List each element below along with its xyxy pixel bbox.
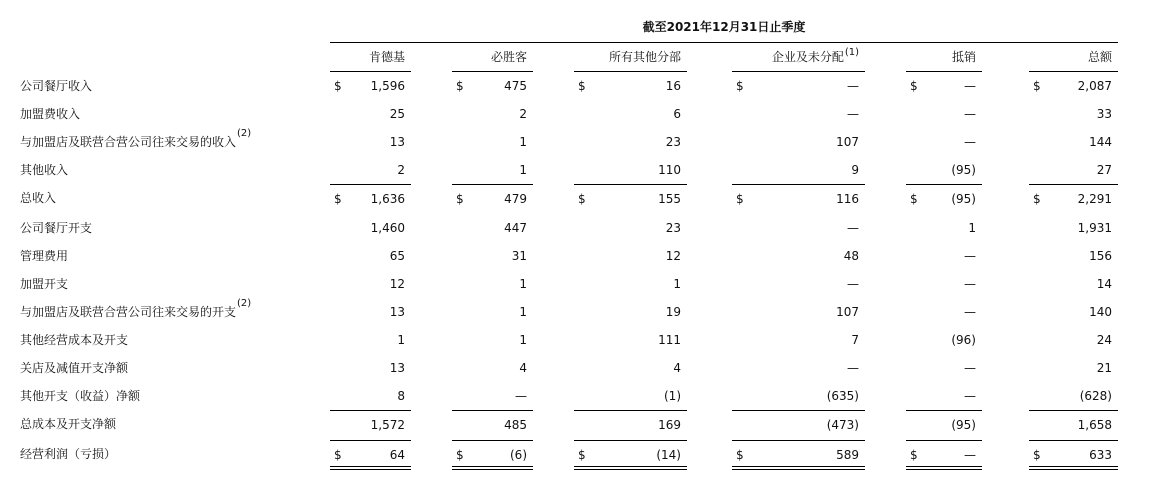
table-cell — [452, 270, 533, 298]
cell-value: 1 — [519, 163, 527, 177]
cell-value: 169 — [658, 418, 681, 432]
table-cell — [330, 326, 411, 354]
table-row — [0, 410, 1156, 438]
table-cell — [732, 100, 865, 128]
cell-value: 1 — [519, 277, 527, 291]
table-cell — [906, 326, 982, 354]
table-cell — [906, 214, 982, 242]
table-cell — [1029, 440, 1118, 468]
currency-symbol: $ — [736, 448, 744, 462]
table-cell — [732, 72, 865, 100]
cell-value: 12 — [665, 249, 681, 263]
table-cell — [330, 410, 411, 438]
cell-value: 633 — [1089, 448, 1112, 462]
table-cell — [732, 270, 865, 298]
table-cell — [1029, 242, 1118, 270]
cell-value: 24 — [1096, 333, 1112, 347]
currency-symbol: $ — [910, 79, 918, 93]
cell-value: 33 — [1096, 107, 1112, 121]
currency-symbol: $ — [578, 192, 586, 206]
cell-value: 64 — [389, 448, 405, 462]
table-cell — [1029, 410, 1118, 438]
cell-value: (473) — [826, 418, 859, 432]
currency-symbol: $ — [456, 79, 464, 93]
cell-value: (95) — [951, 163, 976, 177]
cell-value: (95) — [951, 192, 976, 206]
currency-symbol: $ — [1033, 79, 1041, 93]
table-cell — [330, 382, 411, 410]
table-cell — [1029, 100, 1118, 128]
currency-symbol: $ — [1033, 448, 1041, 462]
cell-value: 27 — [1096, 163, 1112, 177]
table-cell — [452, 100, 533, 128]
column-header — [574, 48, 687, 72]
cell-value: (635) — [826, 389, 859, 403]
cell-value: 2,087 — [1077, 79, 1112, 93]
cell-value: 1,636 — [370, 192, 405, 206]
cell-value: 1,931 — [1077, 221, 1112, 235]
cell-value: 475 — [504, 79, 527, 93]
currency-symbol: $ — [736, 79, 744, 93]
table-cell — [330, 298, 411, 326]
table-cell — [1029, 298, 1118, 326]
currency-symbol: $ — [334, 448, 342, 462]
table-cell — [330, 354, 411, 382]
cell-value: 14 — [1096, 277, 1112, 291]
table-cell — [1029, 354, 1118, 382]
cell-value: — — [515, 389, 527, 403]
table-cell — [906, 100, 982, 128]
cell-value: 25 — [389, 107, 405, 121]
row-label: 与加盟店及联营合营公司往来交易的开支$^{(2)}$ — [20, 298, 252, 319]
cell-value: 156 — [1089, 249, 1112, 263]
cell-value: 8 — [397, 389, 405, 403]
row-label: 公司餐厅开支 — [20, 221, 93, 235]
table-cell — [1029, 156, 1118, 184]
row-label: 经营利润（亏损） — [20, 447, 117, 461]
cell-value: (628) — [1079, 389, 1112, 403]
cell-value: 1 — [519, 135, 527, 149]
table-cell — [330, 184, 411, 212]
cell-value: 4 — [519, 361, 527, 375]
cell-value: — — [964, 107, 976, 121]
currency-symbol: $ — [334, 192, 342, 206]
currency-symbol: $ — [910, 192, 918, 206]
column-header-label: 肯德基 — [368, 50, 405, 64]
cell-value: — — [964, 448, 976, 462]
cell-value: 1,658 — [1077, 418, 1112, 432]
table-cell — [330, 156, 411, 184]
table-cell — [330, 214, 411, 242]
cell-value: 23 — [665, 135, 681, 149]
table-cell — [732, 354, 865, 382]
table-cell — [574, 298, 687, 326]
table-cell — [1029, 184, 1118, 212]
cell-value: 1 — [397, 333, 405, 347]
table-cell — [574, 214, 687, 242]
column-header — [906, 48, 982, 72]
table-cell — [330, 100, 411, 128]
table-cell — [574, 440, 687, 468]
table-cell — [906, 270, 982, 298]
table-cell — [732, 242, 865, 270]
row-label: 加盟费收入 — [20, 107, 81, 121]
table-cell — [906, 354, 982, 382]
cell-value: 107 — [836, 305, 859, 319]
table-cell — [574, 326, 687, 354]
table-row — [0, 214, 1156, 242]
cell-value: 16 — [665, 79, 681, 93]
column-header-label: 总额 — [1087, 50, 1112, 64]
table-cell — [452, 242, 533, 270]
table-cell — [1029, 214, 1118, 242]
cell-value: 13 — [389, 135, 405, 149]
table-cell — [574, 100, 687, 128]
table-cell — [452, 354, 533, 382]
table-row — [0, 72, 1156, 100]
cell-value: 31 — [511, 249, 527, 263]
table-cell — [452, 440, 533, 468]
cell-value: — — [964, 135, 976, 149]
cell-value: — — [964, 79, 976, 93]
table-cell — [732, 410, 865, 438]
table-row — [0, 128, 1156, 156]
table-cell — [1029, 72, 1118, 100]
cell-value: — — [964, 389, 976, 403]
table-cell — [732, 214, 865, 242]
row-label: 加盟开支 — [20, 277, 69, 291]
table-cell — [732, 326, 865, 354]
table-cell — [906, 128, 982, 156]
table-cell — [906, 298, 982, 326]
cell-value: 6 — [673, 107, 681, 121]
table-cell — [1029, 326, 1118, 354]
cell-value: 1 — [519, 333, 527, 347]
table-cell — [732, 440, 865, 468]
cell-value: (95) — [951, 418, 976, 432]
table-cell — [452, 128, 533, 156]
column-header-label: 所有其他分部 — [608, 50, 681, 64]
table-cell — [330, 242, 411, 270]
table-cell — [906, 156, 982, 184]
cell-value: (96) — [951, 333, 976, 347]
table-cell — [574, 382, 687, 410]
currency-symbol: $ — [334, 79, 342, 93]
cell-value: 485 — [504, 418, 527, 432]
table-cell — [732, 128, 865, 156]
table-row — [0, 382, 1156, 410]
currency-symbol: $ — [736, 192, 744, 206]
table-cell — [574, 156, 687, 184]
table-cell — [906, 184, 982, 212]
table-cell — [452, 72, 533, 100]
cell-value: 140 — [1089, 305, 1112, 319]
table-row — [0, 242, 1156, 270]
table-cell — [452, 326, 533, 354]
table-cell — [1029, 128, 1118, 156]
cell-value: 13 — [389, 361, 405, 375]
cell-value: 21 — [1096, 361, 1112, 375]
table-row — [0, 298, 1156, 326]
table-cell — [574, 354, 687, 382]
table-cell — [906, 382, 982, 410]
cell-value: 144 — [1089, 135, 1112, 149]
cell-value: 19 — [665, 305, 681, 319]
table-cell — [574, 72, 687, 100]
cell-value: 107 — [836, 135, 859, 149]
row-label: 管理费用 — [20, 249, 69, 263]
cell-value: — — [964, 361, 976, 375]
table-cell — [452, 184, 533, 212]
row-label: 与加盟店及联营合营公司往来交易的收入$^{(2)}$ — [20, 128, 252, 149]
currency-symbol: $ — [1033, 192, 1041, 206]
cell-value: 4 — [673, 361, 681, 375]
table-cell — [574, 270, 687, 298]
row-label: 其他经营成本及开支 — [20, 333, 129, 347]
table-cell — [452, 298, 533, 326]
currency-symbol: $ — [578, 448, 586, 462]
cell-value: — — [964, 277, 976, 291]
cell-value: (6) — [510, 448, 527, 462]
cell-value: 1,596 — [370, 79, 405, 93]
table-cell — [330, 270, 411, 298]
cell-value: 2 — [519, 107, 527, 121]
cell-value: 589 — [836, 448, 859, 462]
table-cell — [732, 382, 865, 410]
cell-value: (14) — [656, 448, 681, 462]
cell-value: 111 — [658, 333, 681, 347]
row-label: 公司餐厅收入 — [20, 79, 93, 93]
table-cell — [452, 214, 533, 242]
cell-value: — — [847, 107, 859, 121]
column-header — [330, 48, 411, 72]
table-cell — [330, 128, 411, 156]
cell-value: 447 — [504, 221, 527, 235]
table-cell — [906, 242, 982, 270]
column-header-label: 必胜客 — [490, 50, 527, 64]
cell-value: — — [847, 361, 859, 375]
column-header-label: 企业及未分配 — [771, 50, 844, 64]
currency-symbol: $ — [456, 448, 464, 462]
table-cell — [330, 72, 411, 100]
footnote-ref: (1) — [844, 47, 859, 58]
table-row — [0, 440, 1156, 468]
header-rule — [330, 42, 1118, 43]
table-cell — [1029, 382, 1118, 410]
table-cell — [330, 440, 411, 468]
cell-value: — — [847, 79, 859, 93]
row-label: 总成本及开支净额 — [20, 417, 117, 431]
table-cell — [906, 440, 982, 468]
table-cell — [574, 410, 687, 438]
table-cell — [574, 184, 687, 212]
column-header — [1029, 48, 1118, 72]
footnote-ref: (2) — [237, 128, 252, 139]
table-cell — [452, 382, 533, 410]
table-row — [0, 270, 1156, 298]
cell-value: — — [847, 277, 859, 291]
table-row — [0, 354, 1156, 382]
cell-value: 65 — [389, 249, 405, 263]
column-header-label: 抵销 — [951, 50, 976, 64]
table-cell — [574, 242, 687, 270]
cell-value: — — [964, 305, 976, 319]
currency-symbol: $ — [456, 192, 464, 206]
cell-value: — — [847, 221, 859, 235]
cell-value: (1) — [664, 389, 681, 403]
table-cell — [906, 410, 982, 438]
table-cell — [906, 72, 982, 100]
row-label: 其他收入 — [20, 163, 69, 177]
cell-value: 155 — [658, 192, 681, 206]
cell-value: 9 — [851, 163, 859, 177]
cell-value: 2,291 — [1077, 192, 1112, 206]
cell-value: 12 — [389, 277, 405, 291]
table-row — [0, 156, 1156, 184]
cell-value: 1 — [968, 221, 976, 235]
cell-value: 48 — [843, 249, 859, 263]
row-label: 其他开支（收益）净额 — [20, 389, 141, 403]
cell-value: 110 — [658, 163, 681, 177]
cell-value: 13 — [389, 305, 405, 319]
table-cell — [1029, 270, 1118, 298]
table-cell — [574, 128, 687, 156]
cell-value: 1 — [519, 305, 527, 319]
cell-value: 1 — [673, 277, 681, 291]
footnote-ref: (2) — [237, 298, 252, 309]
column-header — [732, 48, 865, 72]
row-label: 总收入 — [20, 191, 57, 205]
currency-symbol: $ — [578, 79, 586, 93]
period-heading: 截至2021年12月31日止季度 — [642, 20, 806, 34]
cell-value: 1,572 — [370, 418, 405, 432]
currency-symbol: $ — [910, 448, 918, 462]
cell-value: 7 — [851, 333, 859, 347]
table-cell — [732, 184, 865, 212]
table-cell — [452, 410, 533, 438]
table-cell — [732, 298, 865, 326]
cell-value: 479 — [504, 192, 527, 206]
table-cell — [452, 156, 533, 184]
cell-value: 23 — [665, 221, 681, 235]
table-row — [0, 100, 1156, 128]
cell-value: — — [964, 249, 976, 263]
cell-value: 2 — [397, 163, 405, 177]
table-row — [0, 326, 1156, 354]
table-row — [0, 184, 1156, 212]
column-header — [452, 48, 533, 72]
table-cell — [732, 156, 865, 184]
cell-value: 116 — [836, 192, 859, 206]
cell-value: 1,460 — [370, 221, 405, 235]
row-label: 关店及减值开支净额 — [20, 361, 129, 375]
